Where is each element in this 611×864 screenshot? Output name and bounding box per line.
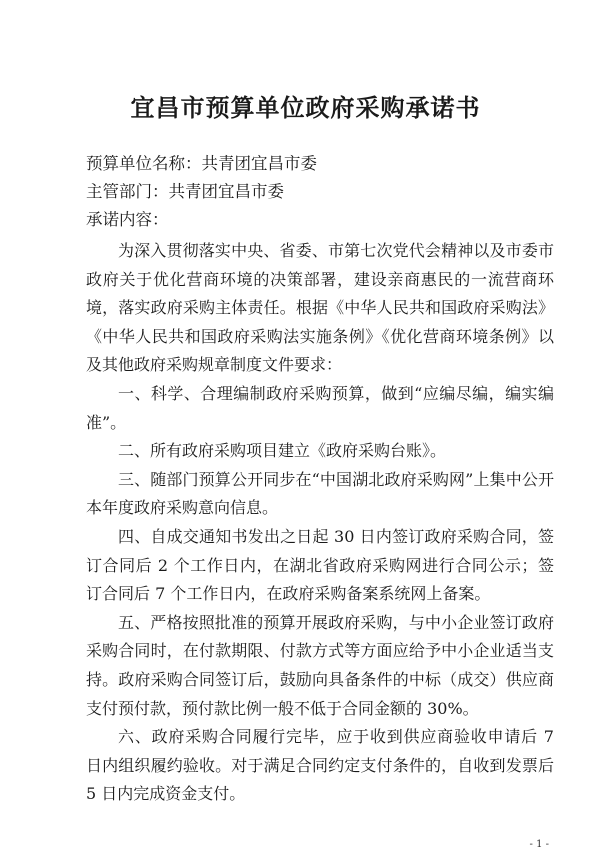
paragraph-5: 五、严格按照批准的预算开展政府采购，与中小企业签订政府采购合同时，在付款期限、付款方式等方面应给予中小企业适当支持。政府采购合同签订后，鼓励向具备条件的中标（成交）供应商支付预付款，预付款比例一般不低于合同金额的 30%。 (86, 612, 554, 718)
document-title: 宜昌市预算单位政府采购承诺书 (130, 93, 481, 122)
paragraph-6: 六、政府采购合同履行完毕，应于收到供应商验收申请后 7 日内组织履约验收。对于满足合同约定支付条件的，自收到发票后 5 日内完成资金支付。 (86, 727, 554, 804)
dept-label: 主管部门： (86, 182, 169, 201)
unit-row (86, 150, 536, 178)
unit-value: 共青团宜昌市委 (201, 154, 317, 173)
paragraph-1: 一、科学、合理编制政府采购预算，做到“应编尽编，编实编准”。 (86, 383, 554, 432)
paragraph-3: 三、随部门预算公开同步在“中国湖北政府采购网”上集中公开本年度政府采购意向信息。 (86, 469, 554, 518)
document-meta (86, 150, 536, 234)
page-number: - 1 - (529, 839, 549, 850)
content-label: 承诺内容： (86, 210, 169, 229)
dept-value: 共青团宜昌市委 (168, 182, 284, 201)
document-body (86, 237, 554, 809)
unit-label: 预算单位名称： (86, 154, 202, 173)
paragraph-intro: 为深入贯彻落实中央、省委、市第七次党代会精神以及市委市政府关于优化营商环境的决策部署，建设亲商惠民的一流营商环境，落实政府采购主体责任。根据《中华人民共和国政府采购法》《中华人民共和国政府采购法实施条例》《优化营商环境条例》以及其他政府采购规章制度文件要求： (86, 241, 554, 375)
paragraph-4: 四、自成交通知书发出之日起 30 日内签订政府采购合同，签订合同后 2 个工作日内，在湖北省政府采购网进行合同公示；签订合同后 7 个工作日内，在政府采购备案系统网上备案。 (86, 526, 554, 604)
paragraph-2: 二、所有政府采购项目建立《政府采购台账》。 (118, 441, 447, 461)
dept-row (86, 178, 536, 206)
